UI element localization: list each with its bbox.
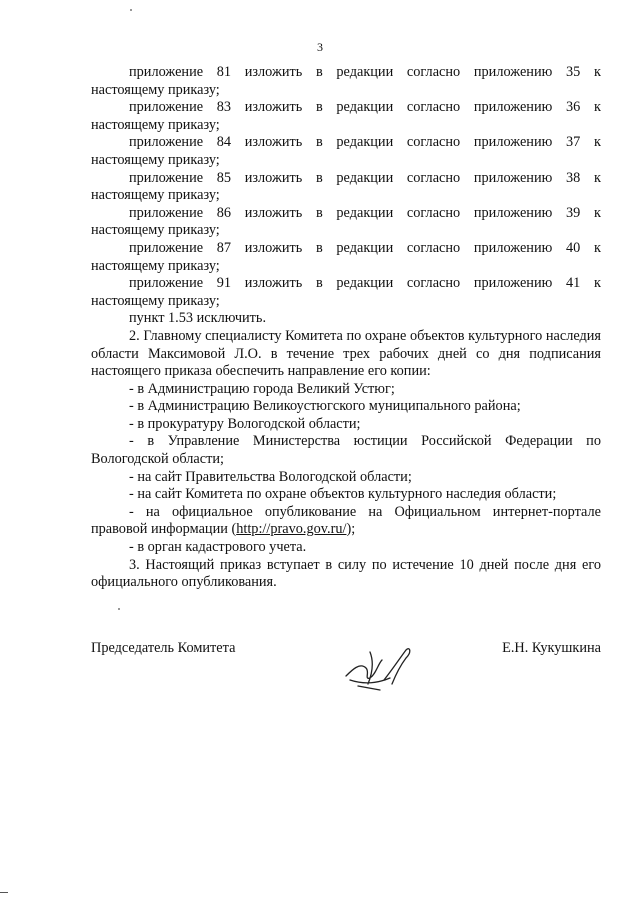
appendix-item-word: изложить [244, 204, 303, 221]
appendix-item-word: к [593, 64, 601, 80]
appendix-item-word: редакции [336, 239, 394, 256]
appendix-item-word: редакции [336, 275, 394, 292]
recipient-item: - в Администрацию города Великий Устюг; [129, 380, 395, 397]
appendix-item-word: 83 [216, 99, 232, 116]
appendix-item-continuation: настоящему приказу; [91, 292, 220, 309]
appendix-item-word: приложению [473, 275, 553, 292]
appendix-item-continuation: настоящему приказу; [91, 187, 220, 204]
appendix-item-word: 36 [565, 99, 581, 116]
appendix-item-word: в [315, 169, 323, 186]
appendix-item-word: 84 [216, 134, 232, 151]
appendix-item-word: приложению [473, 204, 553, 221]
recipient-item: - в Управление Министерства юстиции Российской Федерации по Вологодской области; [91, 433, 601, 468]
appendix-item-word: 85 [216, 169, 232, 186]
appendix-item-word: согласно [406, 239, 461, 256]
appendix-item-continuation: настоящему приказу; [91, 116, 220, 133]
publication-line [91, 504, 601, 539]
appendix-item-continuation: настоящему приказу; [91, 257, 220, 274]
appendix-items [91, 64, 601, 310]
appendix-item-line [91, 170, 601, 188]
appendix-item-word: согласно [406, 64, 461, 80]
appendix-item-word: приложению [473, 169, 553, 186]
appendix-item-continuation: настоящему приказу; [91, 222, 220, 239]
appendix-item-word: приложению [473, 99, 553, 116]
appendix-item-word: в [315, 275, 323, 292]
appendix-item-word: редакции [336, 64, 394, 80]
appendix-item-word: 35 [565, 64, 581, 80]
appendix-item-word: в [315, 239, 323, 256]
appendix-item-word: редакции [336, 204, 394, 221]
exclusion-line: пункт 1.53 исключить. [129, 310, 267, 327]
appendix-item-word: согласно [406, 275, 461, 292]
appendix-item-word: к [593, 239, 601, 256]
appendix-item-word: 37 [565, 134, 581, 151]
appendix-item-word: приложение [129, 204, 204, 221]
appendix-item-word: 81 [216, 64, 232, 80]
recipient-item: - в прокуратуру Вологодской области; [129, 415, 361, 432]
appendix-item-word: согласно [406, 134, 461, 151]
appendix-item-word: согласно [406, 99, 461, 116]
cadastral-line: - в орган кадастрового учета. [129, 539, 307, 556]
appendix-item-word: 86 [216, 204, 232, 221]
publication-tail: ); [346, 521, 356, 538]
appendix-item-word: к [593, 275, 601, 292]
appendix-item-word: в [315, 99, 323, 116]
appendix-item-word: 40 [565, 239, 581, 256]
document-body [91, 64, 601, 592]
appendix-item-word: согласно [406, 169, 461, 186]
appendix-item-line [91, 64, 601, 82]
appendix-item-word: изложить [244, 64, 303, 80]
recipient-item: - на сайт Правительства Вологодской области; [129, 468, 412, 485]
scan-speck [118, 608, 120, 610]
appendix-item-line [91, 134, 601, 152]
appendix-item-word: к [593, 204, 601, 221]
appendix-item-word: приложение [129, 64, 204, 80]
appendix-item-line [91, 240, 601, 258]
appendix-item-word: изложить [244, 169, 303, 186]
signatory-position: Председатель Комитета [91, 640, 236, 656]
appendix-item-continuation: настоящему приказу; [91, 81, 220, 98]
appendix-item-word: изложить [244, 99, 303, 116]
appendix-item-word: 39 [565, 204, 581, 221]
appendix-item-word: 87 [216, 239, 232, 256]
page-number: 3 [317, 40, 323, 54]
appendix-item-word: редакции [336, 99, 394, 116]
paragraph-3: 3. Настоящий приказ вступает в силу по истечение 10 дней после дня его официального опубликования. [91, 556, 601, 591]
appendix-item-line [91, 205, 601, 223]
appendix-item-word: приложению [473, 64, 553, 80]
appendix-item-word: согласно [406, 204, 461, 221]
appendix-item-word: приложению [473, 239, 553, 256]
appendix-item-word: приложение [129, 275, 204, 292]
appendix-item-word: к [593, 134, 601, 151]
appendix-item-word: приложение [129, 134, 204, 151]
recipient-list [91, 381, 601, 504]
appendix-item-word: в [315, 204, 323, 221]
appendix-item-word: приложение [129, 99, 204, 116]
appendix-item-word: в [315, 64, 323, 80]
paragraph-2: 2. Главному специалисту Комитета по охране объектов культурного наследия области Максимовой Л.О. в течение трех рабочих дней со дня подписания настоящего приказа обеспечить направление его копии: [91, 327, 601, 380]
appendix-item-word: 38 [565, 169, 581, 186]
appendix-item-word: изложить [244, 239, 303, 256]
appendix-item-word: редакции [336, 134, 394, 151]
appendix-item-word: приложение [129, 169, 204, 186]
publication-text: - на официальное опубликование на Официальном интернет-портале правовой информации ( [91, 503, 601, 538]
appendix-item-word: в [315, 134, 323, 151]
corner-mark [0, 892, 8, 893]
appendix-item-word: приложение [129, 239, 204, 256]
scan-speck [130, 9, 132, 11]
recipient-item: - на сайт Комитета по охране объектов культурного наследия области; [129, 486, 557, 503]
appendix-item-line [91, 275, 601, 293]
appendix-item-word: к [593, 99, 601, 116]
signatory-name: Е.Н. Кукушкина [502, 640, 601, 656]
handwritten-signature [340, 640, 420, 692]
appendix-item-word: изложить [244, 275, 303, 292]
pravo-link[interactable]: http://pravo.gov.ru/ [236, 521, 347, 538]
appendix-item-word: 41 [565, 275, 581, 292]
appendix-item-line [91, 99, 601, 117]
appendix-item-continuation: настоящему приказу; [91, 151, 220, 168]
appendix-item-word: к [593, 169, 601, 186]
recipient-item: - в Администрацию Великоустюгского муниципального района; [129, 398, 521, 415]
appendix-item-word: 91 [216, 275, 232, 292]
appendix-item-word: редакции [336, 169, 394, 186]
appendix-item-word: приложению [473, 134, 553, 151]
appendix-item-word: изложить [244, 134, 303, 151]
